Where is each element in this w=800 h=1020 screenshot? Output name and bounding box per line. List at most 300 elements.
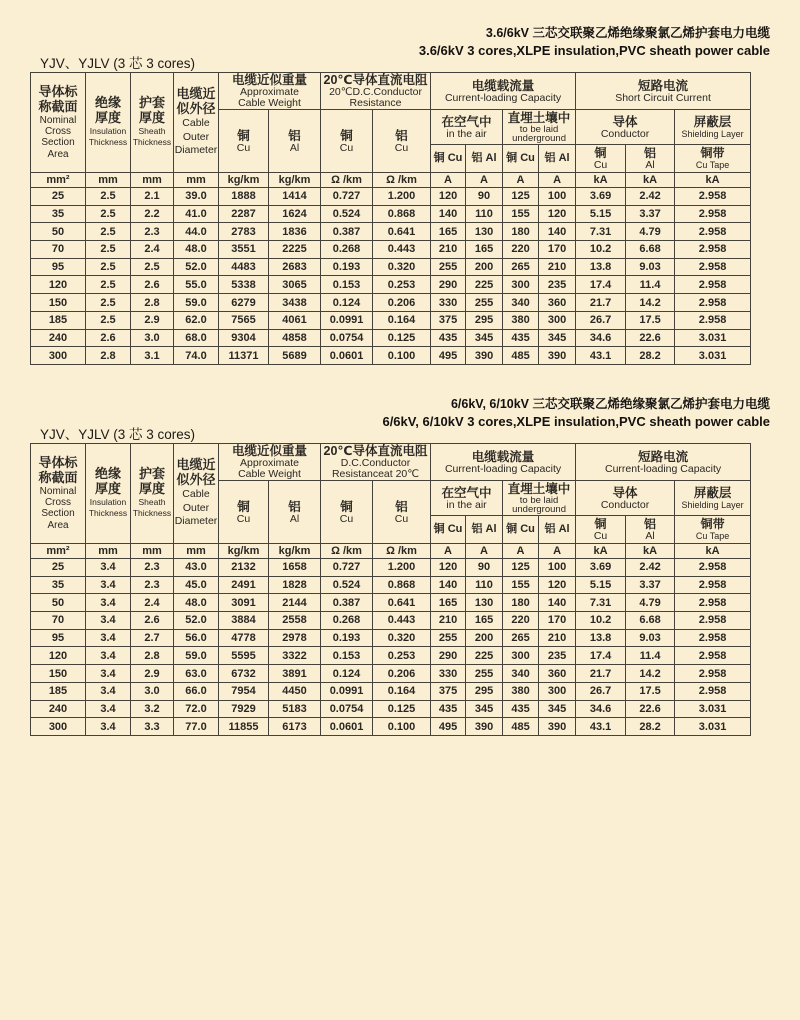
table1-title-block bbox=[419, 24, 770, 60]
data-cell: 150 bbox=[31, 665, 86, 683]
data-cell: 330 bbox=[431, 294, 466, 312]
unit-kg-km: kg/km bbox=[269, 173, 321, 188]
data-cell: 255 bbox=[466, 665, 503, 683]
table-row bbox=[31, 205, 751, 223]
group-current-loading-capacity: 电缆载流量 Current-loading Capacity bbox=[431, 73, 576, 110]
data-cell: 2.5 bbox=[86, 311, 131, 329]
data-cell: 3.69 bbox=[576, 559, 626, 577]
data-cell: 70 bbox=[31, 241, 86, 259]
data-cell: 43.0 bbox=[174, 559, 219, 577]
data-cell: 55.0 bbox=[174, 276, 219, 294]
group-short-circuit-current: 短路电流 Current-loading Capacity bbox=[576, 444, 751, 481]
data-cell: 5.15 bbox=[576, 205, 626, 223]
group-short-circuit-current: 短路电流 Short Circuit Current bbox=[576, 73, 751, 110]
data-cell: 1888 bbox=[219, 188, 269, 206]
data-cell: 1836 bbox=[269, 223, 321, 241]
data-cell: 2.42 bbox=[626, 188, 675, 206]
data-cell: 74.0 bbox=[174, 347, 219, 365]
data-cell: 165 bbox=[431, 594, 466, 612]
data-cell: 5595 bbox=[219, 647, 269, 665]
data-cell: 52.0 bbox=[174, 258, 219, 276]
table-row bbox=[31, 700, 751, 718]
cable-spec-table-3-6kv bbox=[30, 72, 751, 365]
data-cell: 6.68 bbox=[626, 612, 675, 630]
data-cell: 435 bbox=[431, 329, 466, 347]
data-cell: 6279 bbox=[219, 294, 269, 312]
sub-shielding-layer: 屏蔽层 Shielding Layer bbox=[675, 110, 751, 145]
data-cell: 3.4 bbox=[86, 718, 131, 736]
data-cell: 7929 bbox=[219, 700, 269, 718]
table1-model-label: YJV、YJLV (3 芯 3 cores) bbox=[40, 56, 196, 71]
data-cell: 1.200 bbox=[373, 188, 431, 206]
table2-title-block bbox=[382, 395, 770, 431]
data-cell: 2.958 bbox=[675, 241, 751, 259]
data-cell: 340 bbox=[503, 665, 539, 683]
data-cell: 3.031 bbox=[675, 329, 751, 347]
data-cell: 0.124 bbox=[321, 665, 373, 683]
data-cell: 235 bbox=[539, 276, 576, 294]
table-row bbox=[31, 559, 751, 577]
table1-title-chinese: 3.6/6kV 三芯交联聚乙烯绝缘聚氯乙烯护套电力电缆 bbox=[485, 26, 770, 40]
data-cell: 0.524 bbox=[321, 576, 373, 594]
data-cell: 140 bbox=[431, 576, 466, 594]
data-cell: 240 bbox=[31, 700, 86, 718]
data-cell: 26.7 bbox=[576, 311, 626, 329]
data-cell: 2.958 bbox=[675, 559, 751, 577]
data-cell: 2.958 bbox=[675, 205, 751, 223]
data-cell: 26.7 bbox=[576, 682, 626, 700]
data-cell: 0.124 bbox=[321, 294, 373, 312]
data-cell: 0.641 bbox=[373, 594, 431, 612]
data-cell: 435 bbox=[503, 700, 539, 718]
data-cell: 2.6 bbox=[131, 612, 174, 630]
group-current-loading-capacity: 电缆载流量 Current-loading Capacity bbox=[431, 444, 576, 481]
unit-kg-km: kg/km bbox=[219, 544, 269, 559]
data-cell: 90 bbox=[466, 559, 503, 577]
data-cell: 200 bbox=[466, 629, 503, 647]
data-cell: 140 bbox=[539, 223, 576, 241]
data-cell: 0.100 bbox=[373, 347, 431, 365]
sub-in-the-air: 在空气中 in the air bbox=[431, 110, 503, 145]
table1-title-english: 3.6/6kV 3 cores,XLPE insulation,PVC sheath power cable bbox=[418, 43, 770, 58]
data-cell: 300 bbox=[503, 276, 539, 294]
data-cell: 13.8 bbox=[576, 258, 626, 276]
data-cell: 2.3 bbox=[131, 576, 174, 594]
unit-ohm-km: Ω /km bbox=[373, 544, 431, 559]
data-cell: 2.5 bbox=[131, 258, 174, 276]
table-row bbox=[31, 682, 751, 700]
table-row bbox=[31, 329, 751, 347]
data-cell: 0.206 bbox=[373, 665, 431, 683]
data-cell: 22.6 bbox=[626, 700, 675, 718]
data-cell: 3891 bbox=[269, 665, 321, 683]
data-cell: 380 bbox=[503, 682, 539, 700]
data-cell: 43.1 bbox=[576, 718, 626, 736]
data-cell: 265 bbox=[503, 629, 539, 647]
data-cell: 9304 bbox=[219, 329, 269, 347]
data-cell: 0.125 bbox=[373, 700, 431, 718]
sub-air-al: 铝 Al bbox=[466, 516, 503, 544]
data-cell: 2.3 bbox=[131, 559, 174, 577]
data-cell: 495 bbox=[431, 718, 466, 736]
data-cell: 220 bbox=[503, 241, 539, 259]
data-cell: 2.958 bbox=[675, 594, 751, 612]
unit-mm: mm bbox=[86, 173, 131, 188]
data-cell: 140 bbox=[431, 205, 466, 223]
unit-a: A bbox=[431, 544, 466, 559]
data-cell: 0.443 bbox=[373, 241, 431, 259]
data-cell: 3884 bbox=[219, 612, 269, 630]
data-cell: 2.1 bbox=[131, 188, 174, 206]
unit-a: A bbox=[466, 544, 503, 559]
data-cell: 155 bbox=[503, 205, 539, 223]
data-cell: 2.8 bbox=[131, 647, 174, 665]
data-cell: 2144 bbox=[269, 594, 321, 612]
data-cell: 62.0 bbox=[174, 311, 219, 329]
col-sheath-thickness: 护套 厚度 Sheath Thickness bbox=[131, 73, 174, 173]
sub-resistance-al: 铝 Cu bbox=[373, 110, 431, 173]
data-cell: 1828 bbox=[269, 576, 321, 594]
table-row bbox=[31, 665, 751, 683]
unit-a: A bbox=[503, 544, 539, 559]
data-cell: 7.31 bbox=[576, 223, 626, 241]
data-cell: 165 bbox=[466, 612, 503, 630]
data-cell: 11855 bbox=[219, 718, 269, 736]
data-cell: 3.2 bbox=[131, 700, 174, 718]
data-cell: 345 bbox=[539, 329, 576, 347]
data-cell: 120 bbox=[431, 559, 466, 577]
data-cell: 6173 bbox=[269, 718, 321, 736]
data-cell: 2.958 bbox=[675, 665, 751, 683]
data-cell: 110 bbox=[466, 576, 503, 594]
data-cell: 290 bbox=[431, 276, 466, 294]
data-cell: 0.125 bbox=[373, 329, 431, 347]
data-cell: 41.0 bbox=[174, 205, 219, 223]
data-cell: 0.0991 bbox=[321, 682, 373, 700]
data-cell: 4.79 bbox=[626, 594, 675, 612]
sub-conductor-cu: 铜 Cu bbox=[576, 145, 626, 173]
data-cell: 4061 bbox=[269, 311, 321, 329]
data-cell: 3.4 bbox=[86, 559, 131, 577]
sub-underground-cu: 铜 Cu bbox=[503, 516, 539, 544]
data-cell: 3091 bbox=[219, 594, 269, 612]
table-row bbox=[31, 223, 751, 241]
unit-a: A bbox=[539, 544, 576, 559]
header-row bbox=[31, 173, 751, 188]
unit-mm: mm bbox=[131, 173, 174, 188]
data-cell: 72.0 bbox=[174, 700, 219, 718]
unit-kg-km: kg/km bbox=[219, 173, 269, 188]
sub-cu-tape: 铜带 Cu Tape bbox=[675, 145, 751, 173]
group-dc-conductor-resistance: 20℃导体直流电阻 20℃D.C.Conductor Resistance bbox=[321, 73, 431, 110]
data-cell: 35 bbox=[31, 576, 86, 594]
data-cell: 3.4 bbox=[86, 682, 131, 700]
data-cell: 35 bbox=[31, 205, 86, 223]
data-cell: 2.42 bbox=[626, 559, 675, 577]
data-cell: 140 bbox=[539, 594, 576, 612]
data-cell: 2.958 bbox=[675, 294, 751, 312]
table-row bbox=[31, 594, 751, 612]
sub-weight-al: 铝 Al bbox=[269, 110, 321, 173]
data-cell: 11.4 bbox=[626, 647, 675, 665]
sub-shielding-layer: 屏蔽层 Shielding Layer bbox=[675, 481, 751, 516]
data-cell: 3322 bbox=[269, 647, 321, 665]
data-cell: 165 bbox=[466, 241, 503, 259]
data-cell: 50 bbox=[31, 223, 86, 241]
table-row bbox=[31, 311, 751, 329]
data-cell: 295 bbox=[466, 682, 503, 700]
table-row bbox=[31, 347, 751, 365]
data-cell: 2.7 bbox=[131, 629, 174, 647]
data-cell: 2.958 bbox=[675, 576, 751, 594]
data-cell: 48.0 bbox=[174, 594, 219, 612]
data-cell: 210 bbox=[539, 629, 576, 647]
data-cell: 0.100 bbox=[373, 718, 431, 736]
group-approximate-cable-weight: 电缆近似重量 Approximate Cable Weight bbox=[219, 73, 321, 110]
unit-ohm-km: Ω /km bbox=[321, 544, 373, 559]
sub-laid-underground: 直埋土壤中 to be laid underground bbox=[503, 481, 576, 516]
unit-a: A bbox=[431, 173, 466, 188]
sub-air-al: 铝 Al bbox=[466, 145, 503, 173]
header-row bbox=[31, 73, 751, 110]
data-cell: 1414 bbox=[269, 188, 321, 206]
data-cell: 2.958 bbox=[675, 647, 751, 665]
data-cell: 375 bbox=[431, 682, 466, 700]
data-cell: 130 bbox=[466, 594, 503, 612]
data-cell: 5338 bbox=[219, 276, 269, 294]
data-cell: 3.1 bbox=[131, 347, 174, 365]
sub-underground-al: 铝 Al bbox=[539, 516, 576, 544]
data-cell: 435 bbox=[431, 700, 466, 718]
data-cell: 17.4 bbox=[576, 647, 626, 665]
data-cell: 1658 bbox=[269, 559, 321, 577]
data-cell: 110 bbox=[466, 205, 503, 223]
data-cell: 0.387 bbox=[321, 223, 373, 241]
data-cell: 210 bbox=[431, 612, 466, 630]
data-cell: 4450 bbox=[269, 682, 321, 700]
unit-ohm-km: Ω /km bbox=[373, 173, 431, 188]
data-cell: 130 bbox=[466, 223, 503, 241]
data-cell: 2491 bbox=[219, 576, 269, 594]
unit-ka: kA bbox=[675, 173, 751, 188]
data-cell: 3.4 bbox=[86, 576, 131, 594]
data-cell: 52.0 bbox=[174, 612, 219, 630]
data-cell: 3.031 bbox=[675, 700, 751, 718]
sub-conductor-cu: 铜 Cu bbox=[576, 516, 626, 544]
unit-ka: kA bbox=[626, 544, 675, 559]
group-approximate-cable-weight: 电缆近似重量 Approximate Cable Weight bbox=[219, 444, 321, 481]
data-cell: 120 bbox=[539, 205, 576, 223]
data-cell: 185 bbox=[31, 311, 86, 329]
data-cell: 0.868 bbox=[373, 205, 431, 223]
data-cell: 0.153 bbox=[321, 276, 373, 294]
data-cell: 0.0601 bbox=[321, 347, 373, 365]
data-cell: 200 bbox=[466, 258, 503, 276]
data-cell: 345 bbox=[466, 329, 503, 347]
table-row bbox=[31, 241, 751, 259]
unit-mm2: mm² bbox=[31, 173, 86, 188]
data-cell: 0.206 bbox=[373, 294, 431, 312]
data-cell: 9.03 bbox=[626, 629, 675, 647]
data-cell: 28.2 bbox=[626, 347, 675, 365]
unit-mm: mm bbox=[131, 544, 174, 559]
data-cell: 3.4 bbox=[86, 647, 131, 665]
data-cell: 11371 bbox=[219, 347, 269, 365]
data-cell: 2.6 bbox=[86, 329, 131, 347]
data-cell: 0.387 bbox=[321, 594, 373, 612]
data-cell: 5183 bbox=[269, 700, 321, 718]
col-nominal-cross-section: 导体标 称截面 Nominal Cross Section Area bbox=[31, 73, 86, 173]
data-cell: 0.0754 bbox=[321, 329, 373, 347]
data-cell: 155 bbox=[503, 576, 539, 594]
data-cell: 240 bbox=[31, 329, 86, 347]
data-cell: 495 bbox=[431, 347, 466, 365]
unit-a: A bbox=[466, 173, 503, 188]
unit-ka: kA bbox=[675, 544, 751, 559]
data-cell: 0.524 bbox=[321, 205, 373, 223]
data-cell: 0.268 bbox=[321, 241, 373, 259]
data-cell: 2.5 bbox=[86, 258, 131, 276]
data-cell: 2287 bbox=[219, 205, 269, 223]
data-cell: 0.727 bbox=[321, 188, 373, 206]
data-cell: 2.958 bbox=[675, 188, 751, 206]
data-cell: 7.31 bbox=[576, 594, 626, 612]
data-cell: 210 bbox=[539, 258, 576, 276]
data-cell: 180 bbox=[503, 594, 539, 612]
data-cell: 63.0 bbox=[174, 665, 219, 683]
data-cell: 345 bbox=[539, 700, 576, 718]
data-cell: 3438 bbox=[269, 294, 321, 312]
col-nominal-cross-section: 导体标 称截面 Nominal Cross Section Area bbox=[31, 444, 86, 544]
data-cell: 7954 bbox=[219, 682, 269, 700]
data-cell: 3.4 bbox=[86, 612, 131, 630]
data-cell: 2.5 bbox=[86, 241, 131, 259]
data-cell: 6732 bbox=[219, 665, 269, 683]
data-cell: 1624 bbox=[269, 205, 321, 223]
data-cell: 4858 bbox=[269, 329, 321, 347]
sub-conductor: 导体 Conductor bbox=[576, 481, 675, 516]
unit-ka: kA bbox=[576, 173, 626, 188]
data-cell: 3065 bbox=[269, 276, 321, 294]
data-cell: 330 bbox=[431, 665, 466, 683]
col-insulation-thickness: 绝缘 厚度 Insulation Thickness bbox=[86, 73, 131, 173]
data-cell: 0.727 bbox=[321, 559, 373, 577]
data-cell: 2683 bbox=[269, 258, 321, 276]
data-cell: 21.7 bbox=[576, 665, 626, 683]
data-cell: 0.443 bbox=[373, 612, 431, 630]
data-cell: 25 bbox=[31, 188, 86, 206]
data-cell: 95 bbox=[31, 629, 86, 647]
col-cable-outer-diameter: 电缆近 似外径 Cable Outer Diameter bbox=[174, 73, 219, 173]
data-cell: 59.0 bbox=[174, 647, 219, 665]
data-cell: 125 bbox=[503, 559, 539, 577]
data-cell: 3.031 bbox=[675, 718, 751, 736]
data-cell: 17.5 bbox=[626, 682, 675, 700]
data-cell: 0.153 bbox=[321, 647, 373, 665]
col-sheath-thickness: 护套 厚度 Sheath Thickness bbox=[131, 444, 174, 544]
table-row bbox=[31, 188, 751, 206]
data-cell: 2.5 bbox=[86, 276, 131, 294]
data-cell: 0.253 bbox=[373, 276, 431, 294]
unit-ka: kA bbox=[576, 544, 626, 559]
data-cell: 11.4 bbox=[626, 276, 675, 294]
table-row bbox=[31, 718, 751, 736]
data-cell: 3.031 bbox=[675, 347, 751, 365]
unit-a: A bbox=[503, 173, 539, 188]
data-cell: 3.37 bbox=[626, 205, 675, 223]
data-cell: 10.2 bbox=[576, 612, 626, 630]
data-cell: 2.9 bbox=[131, 311, 174, 329]
data-cell: 120 bbox=[31, 276, 86, 294]
data-cell: 345 bbox=[466, 700, 503, 718]
header-row bbox=[31, 544, 751, 559]
data-cell: 2.5 bbox=[86, 205, 131, 223]
table2-model-label: YJV、YJLV (3 芯 3 cores) bbox=[40, 427, 196, 442]
data-cell: 4778 bbox=[219, 629, 269, 647]
data-cell: 48.0 bbox=[174, 241, 219, 259]
data-cell: 390 bbox=[466, 718, 503, 736]
data-cell: 5689 bbox=[269, 347, 321, 365]
data-cell: 34.6 bbox=[576, 700, 626, 718]
sub-conductor: 导体 Conductor bbox=[576, 110, 675, 145]
data-cell: 390 bbox=[539, 718, 576, 736]
data-cell: 485 bbox=[503, 718, 539, 736]
data-cell: 34.6 bbox=[576, 329, 626, 347]
col-cable-outer-diameter: 电缆近 似外径 Cable Outer Diameter bbox=[174, 444, 219, 544]
data-cell: 295 bbox=[466, 311, 503, 329]
data-cell: 5.15 bbox=[576, 576, 626, 594]
data-cell: 50 bbox=[31, 594, 86, 612]
data-cell: 0.320 bbox=[373, 629, 431, 647]
data-cell: 3.4 bbox=[86, 629, 131, 647]
data-cell: 2.2 bbox=[131, 205, 174, 223]
data-cell: 4.79 bbox=[626, 223, 675, 241]
data-cell: 13.8 bbox=[576, 629, 626, 647]
unit-ka: kA bbox=[626, 173, 675, 188]
sub-cu-tape: 铜带 Cu Tape bbox=[675, 516, 751, 544]
data-cell: 2.4 bbox=[131, 594, 174, 612]
data-cell: 39.0 bbox=[174, 188, 219, 206]
data-cell: 28.2 bbox=[626, 718, 675, 736]
unit-ohm-km: Ω /km bbox=[321, 173, 373, 188]
header-row bbox=[31, 444, 751, 481]
data-cell: 360 bbox=[539, 665, 576, 683]
data-cell: 265 bbox=[503, 258, 539, 276]
data-cell: 2.9 bbox=[131, 665, 174, 683]
data-cell: 485 bbox=[503, 347, 539, 365]
sub-resistance-cu: 铜 Cu bbox=[321, 110, 373, 173]
data-cell: 0.0754 bbox=[321, 700, 373, 718]
data-cell: 43.1 bbox=[576, 347, 626, 365]
data-cell: 360 bbox=[539, 294, 576, 312]
unit-mm: mm bbox=[174, 173, 219, 188]
data-cell: 21.7 bbox=[576, 294, 626, 312]
data-cell: 70 bbox=[31, 612, 86, 630]
data-cell: 3.69 bbox=[576, 188, 626, 206]
data-cell: 2132 bbox=[219, 559, 269, 577]
data-cell: 2.5 bbox=[86, 223, 131, 241]
data-cell: 2.958 bbox=[675, 223, 751, 241]
data-cell: 435 bbox=[503, 329, 539, 347]
data-cell: 340 bbox=[503, 294, 539, 312]
data-cell: 165 bbox=[431, 223, 466, 241]
data-cell: 0.253 bbox=[373, 647, 431, 665]
data-cell: 2225 bbox=[269, 241, 321, 259]
data-cell: 44.0 bbox=[174, 223, 219, 241]
data-cell: 68.0 bbox=[174, 329, 219, 347]
data-cell: 17.5 bbox=[626, 311, 675, 329]
data-cell: 375 bbox=[431, 311, 466, 329]
